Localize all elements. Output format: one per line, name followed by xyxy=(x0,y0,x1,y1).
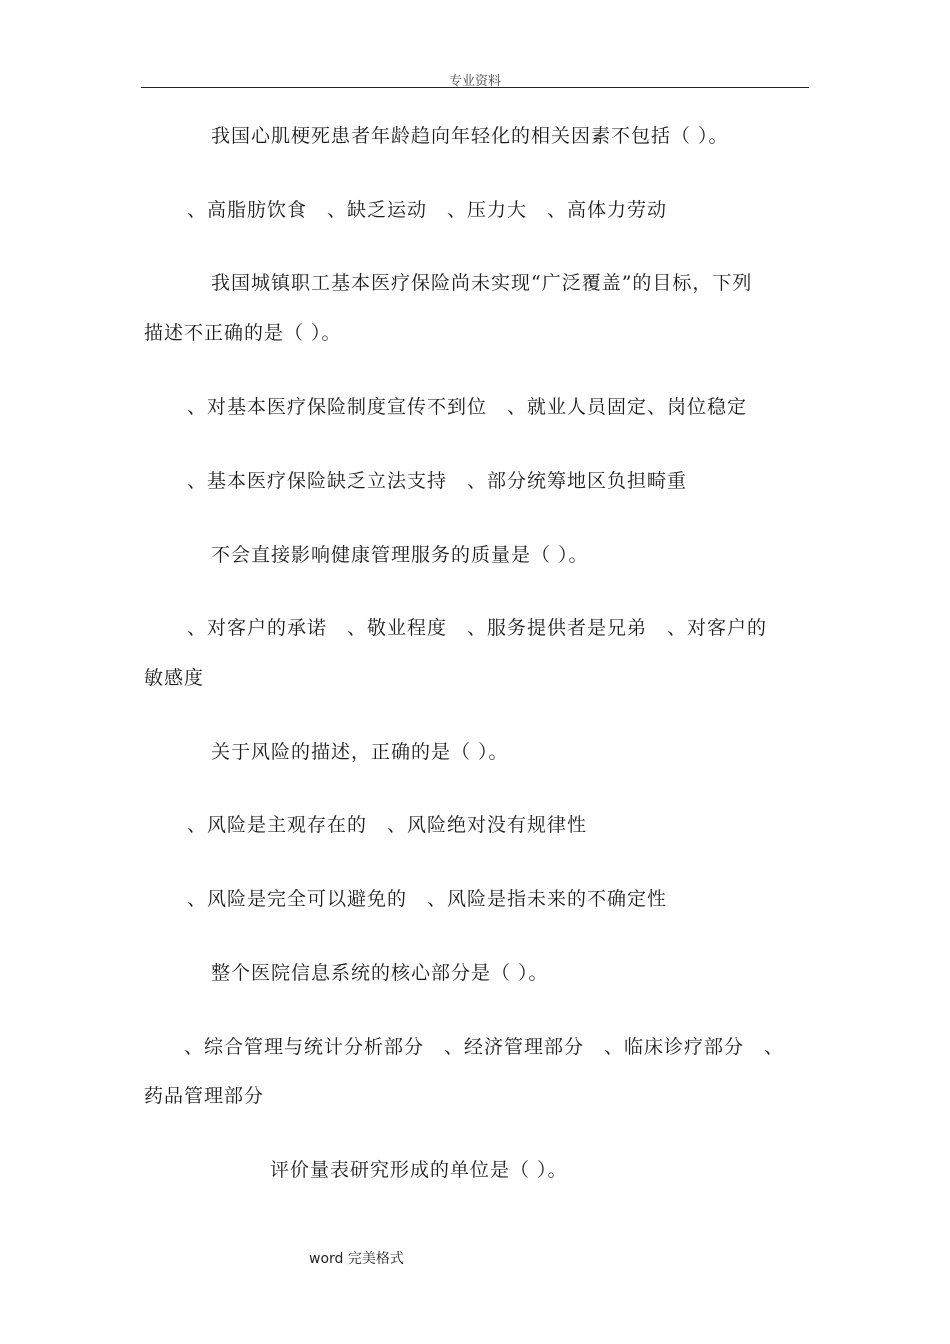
question-3-options: 、对客户的承诺 、敬业程度 、服务提供者是兄弟 、对客户的 xyxy=(187,617,768,639)
page-footer: word 完美格式 xyxy=(309,1251,404,1267)
question-5-text: 整个医院信息系统的核心部分是（ ）。 xyxy=(211,962,549,984)
question-6-text: 评价量表研究形成的单位是（ ）。 xyxy=(270,1159,568,1181)
question-4-options-a: 、风险是主观存在的 、风险绝对没有规律性 xyxy=(187,814,588,836)
question-2-text-cont: 描述不正确的是（ ）。 xyxy=(144,322,342,344)
question-4-options-b: 、风险是完全可以避免的 、风险是指未来的不确定性 xyxy=(187,888,668,910)
question-3-text: 不会直接影响健康管理服务的质量是（ ）。 xyxy=(211,544,589,566)
page-header: 专业资料 xyxy=(448,74,501,89)
question-2-options-b: 、基本医疗保险缺乏立法支持 、部分统筹地区负担畸重 xyxy=(187,470,688,492)
question-4-text: 关于风险的描述，正确的是（ ）。 xyxy=(211,741,509,763)
question-1-text: 我国心肌梗死患者年龄趋向年轻化的相关因素不包括（ ）。 xyxy=(211,125,729,147)
question-3-options-cont: 敏感度 xyxy=(144,667,205,689)
question-2-options-a: 、对基本医疗保险制度宣传不到位 、就业人员固定、岗位稳定 xyxy=(187,396,748,418)
question-5-options: 、综合管理与统计分析部分 、经济管理部分 、临床诊疗部分 、 xyxy=(184,1036,785,1058)
question-1-options: 、高脂肪饮食 、缺乏运动 、压力大 、高体力劳动 xyxy=(187,199,668,221)
header-rule xyxy=(141,87,809,88)
question-2-text: 我国城镇职工基本医疗保险尚未实现“广泛覆盖”的目标，下列 xyxy=(211,272,753,294)
question-5-options-cont: 药品管理部分 xyxy=(144,1085,265,1107)
